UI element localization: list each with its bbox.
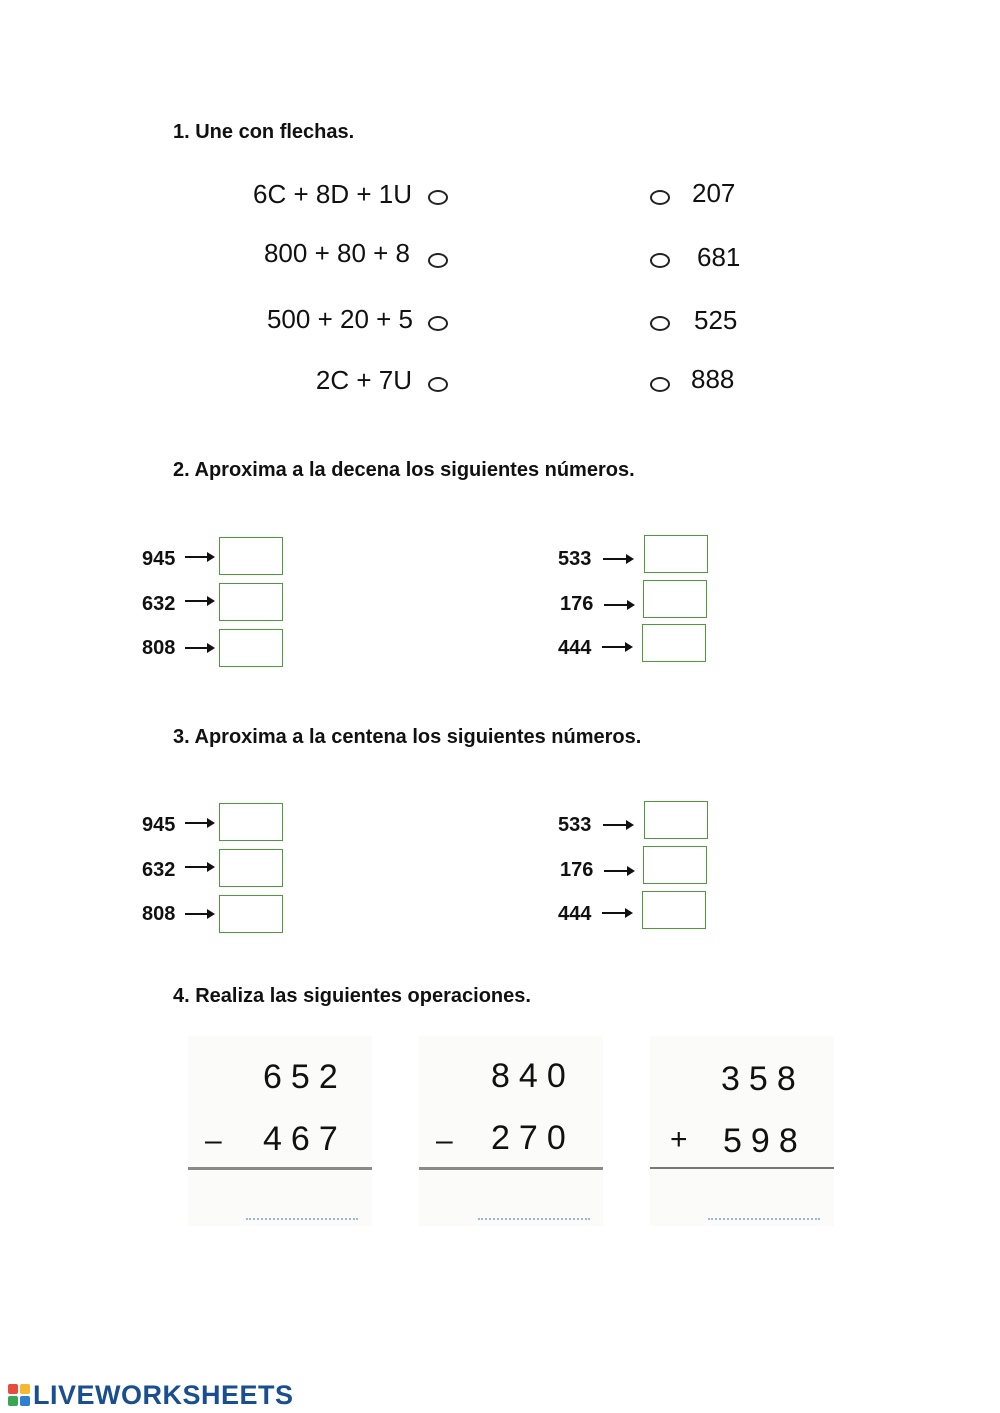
centena-answer-box-left-1[interactable] (219, 803, 283, 841)
operation-2-top: 840 (491, 1057, 575, 1095)
arrow-icon (602, 912, 631, 914)
match-dot-left-2[interactable] (428, 253, 448, 268)
centena-answer-box-right-2[interactable] (643, 846, 707, 884)
centena-number-right-1: 533 (558, 814, 592, 836)
match-left-1: 6C + 8D + 1U (253, 179, 412, 209)
arrow-icon (185, 913, 213, 915)
arrow-icon (603, 558, 632, 560)
section2-heading: 2. Aproxima a la decena los siguientes números. (173, 459, 635, 481)
decena-number-right-2: 176 (560, 593, 594, 615)
section1-heading: 1. Une con flechas. (173, 121, 355, 143)
operation-1-bottom: 467 (263, 1120, 347, 1158)
centena-number-left-1: 945 (142, 814, 176, 836)
decena-number-left-2: 632 (142, 593, 176, 615)
decena-number-right-1: 533 (558, 548, 592, 570)
centena-answer-box-left-3[interactable] (219, 895, 283, 933)
arrow-icon (185, 866, 213, 868)
match-dot-right-1[interactable] (650, 190, 670, 205)
match-dot-left-1[interactable] (428, 190, 448, 205)
section3-heading: 3. Aproxima a la centena los siguientes números. (173, 726, 642, 748)
operation-2-bottom: 270 (491, 1119, 575, 1157)
liveworksheets-logo-text: LIVEWORKSHEETS (33, 1380, 294, 1410)
arrow-icon (185, 600, 213, 602)
operation-2-sign: – (436, 1124, 453, 1157)
match-dot-left-3[interactable] (428, 316, 448, 331)
decena-number-right-3: 444 (558, 637, 592, 659)
operation-1-answer-field[interactable] (246, 1218, 358, 1220)
centena-number-right-3: 444 (558, 903, 592, 925)
match-dot-right-3[interactable] (650, 316, 670, 331)
decena-answer-box-right-1[interactable] (644, 535, 708, 573)
arrow-icon (602, 646, 631, 648)
match-right-1: 207 (692, 178, 736, 208)
match-right-3: 525 (694, 305, 738, 335)
match-dot-left-4[interactable] (428, 377, 448, 392)
arrow-icon (603, 824, 632, 826)
decena-answer-box-left-3[interactable] (219, 629, 283, 667)
operation-3-bottom: 598 (723, 1122, 807, 1160)
decena-answer-box-left-1[interactable] (219, 537, 283, 575)
match-dot-right-2[interactable] (650, 253, 670, 268)
centena-answer-box-right-1[interactable] (644, 801, 708, 839)
arrow-icon (185, 647, 213, 649)
centena-number-right-2: 176 (560, 859, 594, 881)
match-left-3: 500 + 20 + 5 (266, 304, 413, 334)
decena-number-left-3: 808 (142, 637, 176, 659)
arrow-icon (604, 604, 633, 606)
operation-1-sign: – (205, 1124, 222, 1157)
centena-number-left-2: 632 (142, 859, 176, 881)
liveworksheets-logo-icon (8, 1384, 30, 1406)
match-right-4: 888 (691, 364, 735, 394)
operation-1-top: 652 (263, 1058, 347, 1096)
arrow-icon (185, 556, 213, 558)
decena-answer-box-right-3[interactable] (642, 624, 706, 662)
match-left-2: 800 + 80 + 8 (263, 238, 410, 268)
section4-heading: 4. Realiza las siguientes operaciones. (173, 985, 531, 1007)
operation-3-answer-field[interactable] (708, 1218, 820, 1220)
operation-3-top: 358 (721, 1060, 805, 1098)
operation-3-result-line (650, 1167, 834, 1169)
centena-number-left-3: 808 (142, 903, 176, 925)
match-dot-right-4[interactable] (650, 377, 670, 392)
decena-answer-box-left-2[interactable] (219, 583, 283, 621)
operation-2-answer-field[interactable] (478, 1218, 590, 1220)
arrow-icon (185, 822, 213, 824)
match-left-4: 2C + 7U (315, 365, 412, 395)
centena-answer-box-right-3[interactable] (642, 891, 706, 929)
operation-3-sign: + (670, 1123, 688, 1156)
decena-number-left-1: 945 (142, 548, 176, 570)
match-right-2: 681 (697, 242, 741, 272)
operation-2-result-line (419, 1167, 603, 1170)
centena-answer-box-left-2[interactable] (219, 849, 283, 887)
arrow-icon (604, 870, 633, 872)
operation-1-result-line (188, 1167, 372, 1170)
decena-answer-box-right-2[interactable] (643, 580, 707, 618)
